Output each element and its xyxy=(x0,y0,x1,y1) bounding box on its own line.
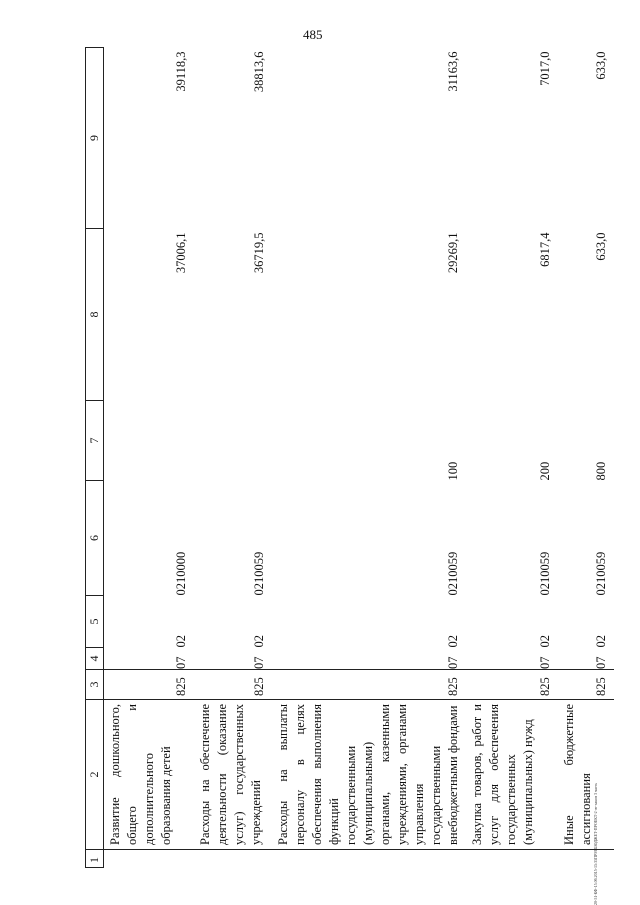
header-col-2: 2 xyxy=(86,700,104,850)
row-target-code: 0210059 xyxy=(445,551,460,596)
row-amount-2: 38813,6 xyxy=(251,51,266,93)
row-admin-code: 825 xyxy=(272,670,466,700)
row-target-code: 0210059 xyxy=(537,551,552,596)
header-col-3: 3 xyxy=(86,670,104,700)
row-index-cell xyxy=(466,850,558,868)
row-amount-2: 7017,0 xyxy=(537,51,552,86)
header-col-9: 9 xyxy=(86,48,104,229)
header-col-5: 5 xyxy=(86,596,104,648)
header-col-6: 6 xyxy=(86,481,104,596)
row-amount-1: 29269,1 xyxy=(445,232,460,274)
row-name: Расходы на обеспечение деятельности (оказание услуг) государственных учреждений xyxy=(194,700,272,850)
row-amount-1: 633,0 xyxy=(593,232,608,261)
row-name: Расходы на выплаты персоналу в целях обеспечения выполнения функций государственными (муниципальными) органами, казенными учреждениями, органами управления государственными внебюджетными фондами xyxy=(272,700,466,850)
row-expense-type xyxy=(104,401,194,481)
row-name: Развитие дошкольного, общего и дополнительного образования детей xyxy=(104,700,194,850)
row-expense-type xyxy=(194,401,272,481)
row-amount-2: 633,0 xyxy=(593,51,608,80)
row-amount-2: 31163,6 xyxy=(445,51,460,92)
row-index-cell xyxy=(194,850,272,868)
row-subsection: 02 xyxy=(537,635,552,648)
row-expense-type: 800 xyxy=(593,461,608,481)
row-name: Закупка товаров, работ и услуг для обеспечения государственных (муниципальных) нужд xyxy=(466,700,558,850)
row-admin-code: 825 xyxy=(104,670,194,700)
row-subsection: 02 xyxy=(173,635,188,648)
row-expense-type: 200 xyxy=(537,461,552,481)
row-target-code: 0210059 xyxy=(593,551,608,596)
row-admin-code: 825 xyxy=(558,670,614,700)
page-number: 485 xyxy=(303,27,323,42)
row-amount-1: 37006,1 xyxy=(173,232,188,274)
row-name: Иные бюджетные ассигнования xyxy=(558,700,614,850)
row-amount-1: 36719,5 xyxy=(251,232,266,274)
row-target-code: 0210059 xyxy=(251,551,266,596)
table-row xyxy=(466,48,558,868)
row-target-code: 0210000 xyxy=(173,551,188,596)
table-header-row xyxy=(86,48,104,868)
row-section: 07 xyxy=(593,656,608,669)
budget-table xyxy=(85,47,614,868)
row-subsection: 02 xyxy=(445,635,460,648)
header-col-1: 1 xyxy=(86,850,104,868)
header-col-8: 8 xyxy=(86,229,104,401)
row-subsection: 02 xyxy=(593,635,608,648)
row-section: 07 xyxy=(537,656,552,669)
table-row xyxy=(194,48,272,868)
row-index-cell xyxy=(558,850,614,868)
row-amount-2: 39118,3 xyxy=(173,51,188,92)
row-index-cell xyxy=(104,850,194,868)
row-subsection: 02 xyxy=(251,635,266,648)
row-expense-type: 100 xyxy=(445,461,460,481)
row-admin-code: 825 xyxy=(466,670,558,700)
table-row xyxy=(272,48,466,868)
row-section: 07 xyxy=(173,656,188,669)
row-admin-code: 825 xyxy=(194,670,272,700)
row-section: 07 xyxy=(445,656,460,669)
document-footer-code: 20-51-КФ-15.06.2015-15:35ПРМ-БЮДЖЕТ-ПРОЕКТ-2 чт-закон 3 часть xyxy=(593,782,598,905)
table-row xyxy=(104,48,194,868)
table-row xyxy=(558,48,614,868)
header-col-7: 7 xyxy=(86,401,104,481)
row-section: 07 xyxy=(251,656,266,669)
row-index-cell xyxy=(272,850,466,868)
header-col-4: 4 xyxy=(86,648,104,670)
row-amount-1: 6817,4 xyxy=(537,232,552,267)
